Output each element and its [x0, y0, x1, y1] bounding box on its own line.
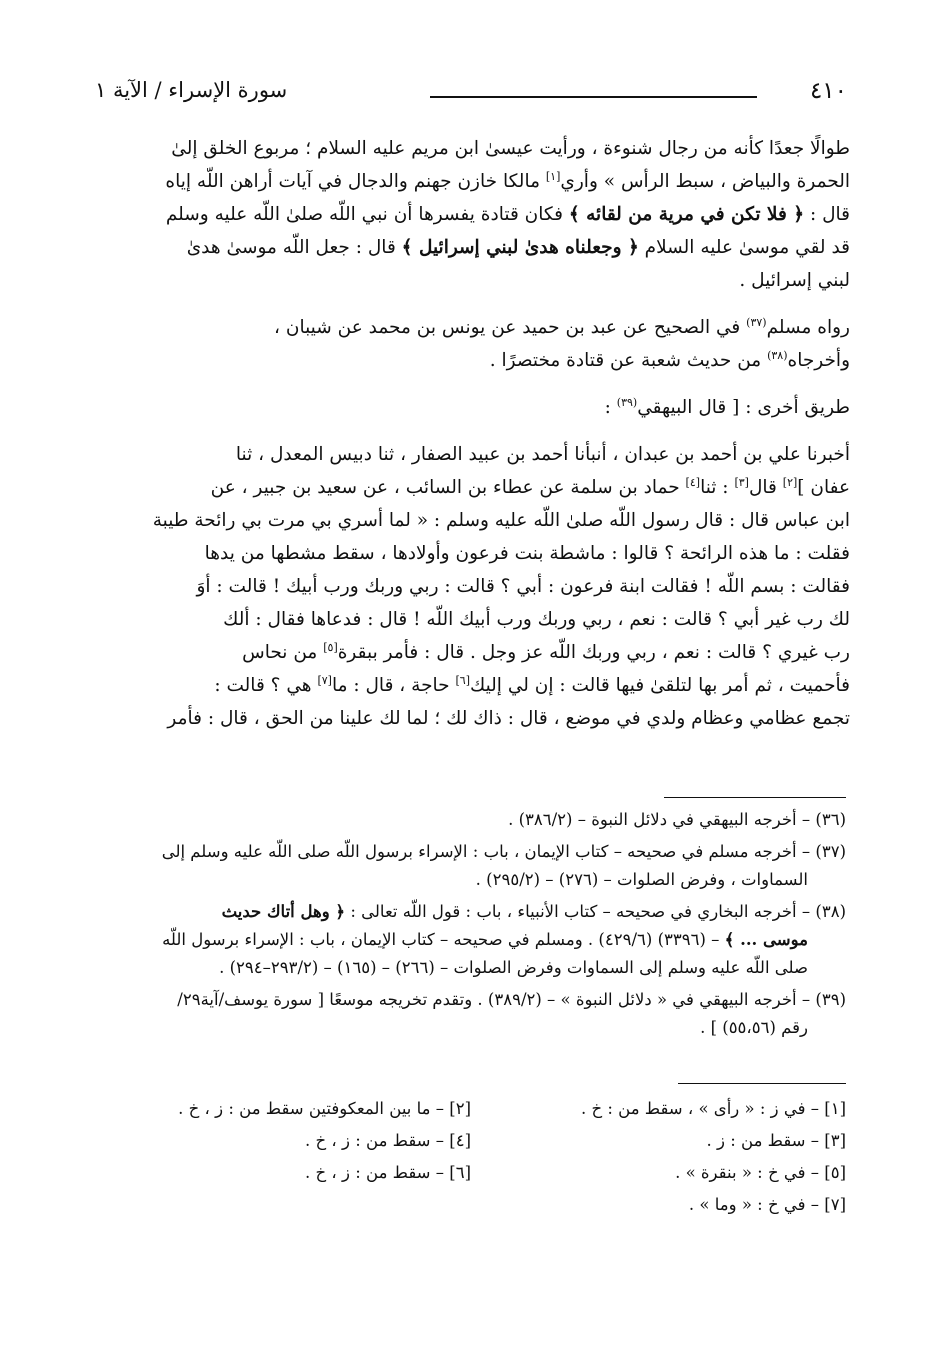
line: قد لقي موسىٰ عليه السلام — [638, 237, 850, 258]
line: : ثنا — [700, 477, 735, 498]
line: الحمرة والبياض ، سبط الرأس » وأري — [560, 171, 850, 192]
page-number: ٤١٠ — [809, 78, 847, 104]
footnote — [96, 898, 846, 982]
footnote-text: – أخرجه البيهقي في « دلائل النبوة » – (٣٨٩/٢) . وتقدم تخريجه موسعًا [ سورة يوسف/آية٢٩/ — [177, 990, 811, 1009]
variant-marker: [٢] — [782, 475, 798, 489]
manuscript-variants — [96, 1093, 846, 1221]
line: مالكا خازن جهنم والدجال في آيات أراهن اللّه إياه — [165, 171, 546, 192]
header-rule — [430, 96, 757, 98]
line: فكان قتادة يفسرها أن نبي اللّه صلىٰ اللّه عليه وسلم — [165, 204, 569, 225]
footnote — [96, 806, 846, 834]
quran-quote: ﴿ وهل أتاك حديث — [221, 902, 346, 921]
variant-marker: [٧] — [317, 673, 332, 687]
line: رواه مسلم — [766, 317, 850, 338]
line: وأخرجاه — [787, 350, 850, 371]
main-text — [78, 132, 850, 735]
footnote-text: – أخرجه مسلم في صحيحه – كتاب الإيمان ، باب : الإسراء برسول اللّه صلى اللّه عليه وسلم إلى — [161, 842, 811, 861]
variant-row — [96, 1157, 846, 1189]
line: حماد بن سلمة عن عطاء بن السائب ، عن سعيد بن جبير ، عن — [210, 477, 686, 498]
footnote-text: السماوات ، وفرض الصلوات – (٢٧٦) – (٢٩٥/٢) . — [475, 870, 808, 889]
line: من نحاس — [242, 642, 324, 663]
line: قال — [748, 477, 783, 498]
line: لبني إسرائيل . — [739, 270, 850, 291]
line: ابن عباس قال : قال رسول اللّه صلىٰ اللّه عليه وسلم : « لما أسري بي مرت بي رائحة طيبة — [152, 510, 850, 531]
variant-marker: [٣] — [734, 475, 749, 489]
footnote-number: (٣٦) — [815, 810, 846, 829]
footnote — [96, 986, 846, 1042]
footnote-number: (٣٧) — [815, 842, 846, 861]
footnote-text: – أخرجه البيهقي في دلائل النبوة – (٣٨٦/٢) . — [508, 810, 811, 829]
line: عفان ] — [797, 477, 850, 498]
line: قال : جعل اللّه موسىٰ هدىٰ — [186, 237, 402, 258]
footnote — [96, 838, 846, 894]
variant-row — [96, 1093, 846, 1125]
quran-quote: ﴿ وجعلناه هدىٰ لبني إسرائيل ﴾ — [401, 237, 639, 258]
line: : — [604, 397, 617, 418]
variant-marker: [٦] — [455, 673, 470, 687]
variant-note: [٦] – سقط من : ز ، خ . — [305, 1163, 471, 1182]
variant-marker: [٤] — [685, 475, 701, 489]
footnote-marker: (٣٩) — [616, 395, 638, 409]
variant-row — [96, 1189, 846, 1221]
footnote-marker: (٣٧) — [746, 315, 767, 329]
paragraph-4 — [78, 438, 850, 735]
line: رب غيري ؟ قالت : نعم ، ربي وربك اللّه عز وجل . قال : فأمر ببقرة — [337, 642, 850, 663]
variant-note: [٤] – سقط من : ز ، خ . — [305, 1131, 471, 1150]
line: طريق أخرى : [ قال البيهقي — [637, 397, 850, 418]
quran-quote: ﴿ فلا تكن في مرية من لقائه ﴾ — [568, 204, 805, 225]
footnote-text: صلى اللّه عليه وسلم إلى السماوات وفرض الصلوات – (٢٦٦) – (١٦٥) – (٢٩٣/٢–٢٩٤) . — [219, 958, 808, 977]
line: قال : — [804, 204, 850, 225]
variant-note: [٧] – في خ : « وما » . — [688, 1195, 846, 1214]
footnotes-separator — [664, 797, 846, 798]
variant-marker: [٥] — [323, 640, 338, 654]
footnote-number: (٣٩) — [815, 990, 846, 1009]
footnote-number: (٣٨) — [815, 902, 846, 921]
footnote-text: – (٣٣٩٦) (٤٢٩/٦) . ومسلم في صحيحه – كتاب الإيمان ، باب : الإسراء برسول اللّه — [162, 930, 725, 949]
line: هي ؟ قالت : — [214, 675, 318, 696]
variant-note: [١] – في ز : « رأى » ، سقط من : خ . — [580, 1099, 846, 1118]
running-header — [95, 78, 847, 110]
line: طوالًا جعدًا كأنه من رجال شنوءة ، ورأيت عيسىٰ ابن مريم عليه السلام ؛ مربوع الخلق إلىٰ — [171, 138, 850, 159]
variant-row — [96, 1125, 846, 1157]
paragraph-1 — [78, 132, 850, 297]
variant-note — [96, 1189, 471, 1221]
line: أخبرنا علي بن أحمد بن عبدان ، أنبأنا أحمد بن عبيد الصفار ، ثنا دبيس المعدل ، ثنا — [235, 444, 850, 465]
running-title: سورة الإسراء / الآية ١ — [95, 78, 288, 102]
line: تجمع عظامي وعظام ولدي في موضع ، قال : ذاك لك ؛ لما لك علينا من الحق ، قال : فأمر — [167, 708, 850, 729]
line: لك رب غير أبي ؟ قالت : نعم ، ربي وربك ورب أبيك اللّه ! قال : فدعاها فقال : ألك — [223, 609, 850, 630]
footnote-marker: (٣٨) — [767, 348, 788, 362]
line: فقلت : ما هذه الرائحة ؟ قالوا : ماشطة بنت فرعون وأولادها ، سقط مشطها من يدها — [204, 543, 850, 564]
paragraph-2 — [78, 311, 850, 377]
variants-separator — [678, 1083, 846, 1084]
line: فأحميت ، ثم أمر بها لتلقىٰ فيها قالت : إن لي إليك — [469, 675, 850, 696]
variant-note: [٥] – في خ : « بنقرة » . — [675, 1163, 846, 1182]
variant-note: [٣] – سقط من : ز . — [706, 1131, 846, 1150]
footnotes — [96, 806, 846, 1046]
footnote-text: رقم (٥٥،٥٦) ] . — [700, 1018, 808, 1037]
line: في الصحيح عن عبد بن حميد عن يونس بن محمد عن شيبان ، — [274, 317, 747, 338]
quran-quote: موسى ... ﴾ — [724, 930, 808, 949]
line: من حديث شعبة عن قتادة مختصرًا . — [489, 350, 768, 371]
variant-note: [٢] – ما بين المعكوفتين سقط من : ز ، خ . — [178, 1099, 471, 1118]
line: فقالت : بسم اللّه ! فقالت ابنة فرعون : أبي ؟ قالت : ربي وربك ورب أبيك ! قالت : أوَ — [196, 576, 850, 597]
paragraph-3 — [78, 391, 850, 424]
line: حاجة ، قال : ما — [331, 675, 456, 696]
footnote-text: – أخرجه البخاري في صحيحه – كتاب الأنبياء ، باب : قول اللّه تعالى : — [345, 902, 811, 921]
variant-marker: [١] — [545, 169, 561, 183]
